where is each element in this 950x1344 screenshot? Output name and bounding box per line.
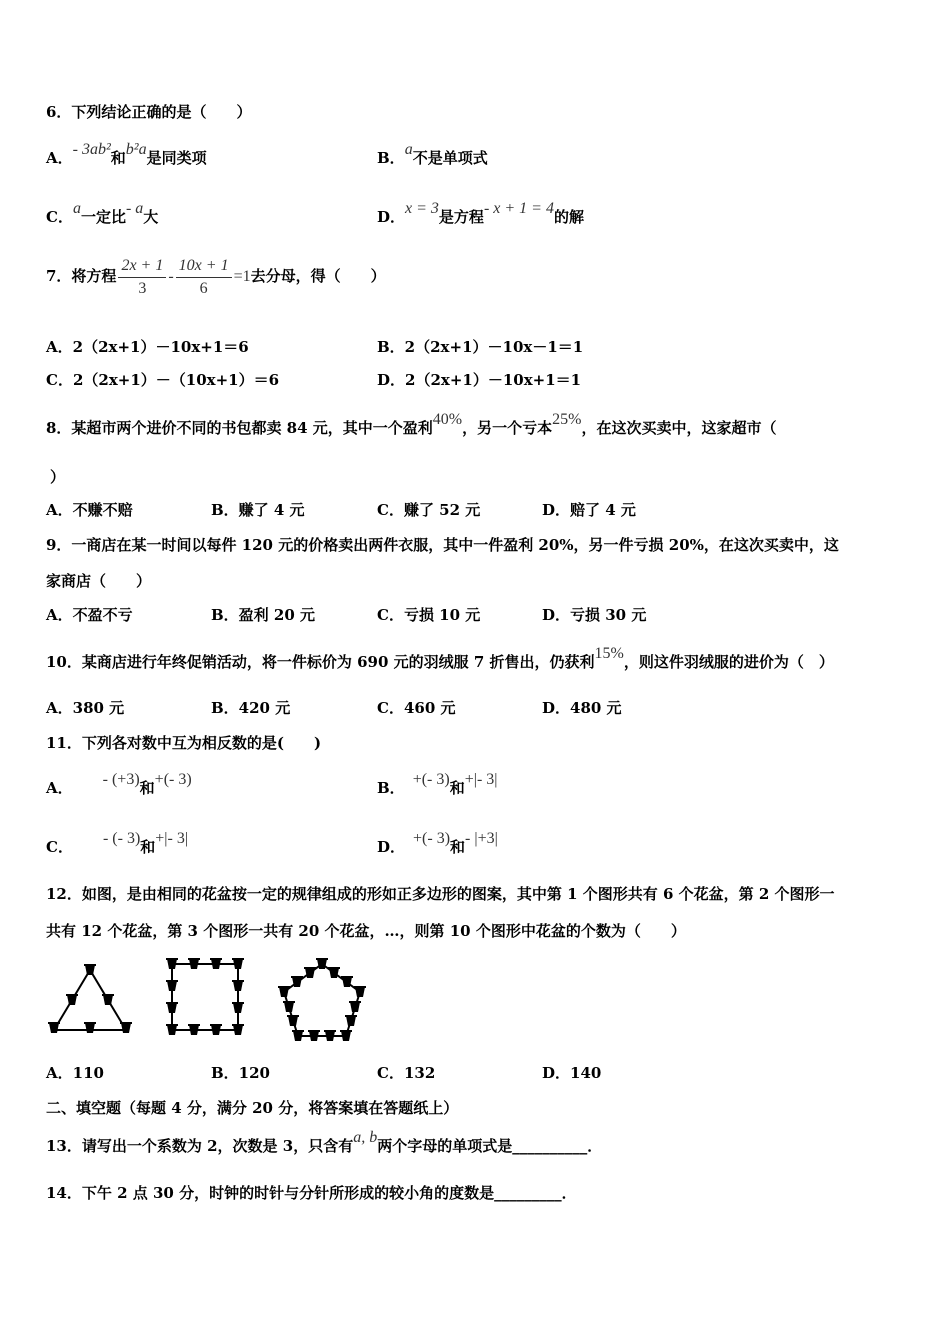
connector-text: 是方程 [438, 208, 484, 226]
q9-stem-line1: 9．一商店在某一时间以每件 120 元的价格卖出两件衣服，其中一件盈利 20%，另一件亏损 20%，在这次买卖中，这 [46, 536, 839, 554]
percent-value: 15% [594, 645, 624, 662]
q9-option-d: D．亏损 30 元 [542, 606, 647, 624]
math-expression: - (- 3) [102, 830, 141, 847]
option-label: D． [377, 838, 406, 856]
connector-text: 和 [110, 149, 126, 167]
connector-text: 和 [449, 779, 465, 797]
option-label: A． [46, 779, 73, 797]
q9-option-a: A．不盈不亏 [46, 606, 133, 624]
q7-stem [46, 252, 386, 301]
q7-option-d: D．2（2x+1）－10x+1＝1 [377, 371, 582, 389]
fraction [118, 255, 166, 300]
math-expression: - x + 1 = 4 [483, 200, 554, 217]
math-expression: a [72, 200, 81, 217]
stem-text: 8．某超市两个进价不同的书包都卖 84 元，其中一个盈利 [46, 419, 433, 437]
option-label: B． [377, 149, 405, 167]
q12-stem-line1: 12．如图，是由相同的花盆按一定的规律组成的形如正多边形的图案，其中第 1 个图形共有 6 个花盆，第 2 个图形一 [46, 885, 835, 903]
connector-text: 和 [139, 779, 155, 797]
numerator: 2x + 1 [118, 255, 166, 278]
option-label: C． [46, 838, 73, 856]
math-expression: +|- 3| [464, 771, 498, 788]
math-expression: +(- 3) [154, 771, 192, 788]
minus-sign: - [168, 268, 174, 285]
q10-option-b: B．420 元 [211, 699, 291, 717]
q11-option-c [46, 830, 189, 858]
q11-option-d [377, 830, 498, 858]
q14-stem [46, 1183, 577, 1203]
answer-blank[interactable]: _________ [494, 1184, 562, 1202]
option-text: 是同类项 [146, 149, 207, 167]
fraction [176, 255, 232, 300]
flowerpot-pattern-figure [46, 954, 368, 1046]
q12-stem-line2: 共有 12 个花盆，第 3 个图形一共有 20 个花盆，…，则第 10 个图形中花盆的个数为（ ） [46, 922, 686, 940]
q11-stem: 11．下列各对数中互为相反数的是( ) [46, 734, 322, 752]
option-label: C． [46, 208, 73, 226]
stem-text: ，在这次买卖中，这家超市（ [581, 419, 777, 437]
equals-one: =1 [233, 268, 251, 285]
connector-text: 和 [450, 838, 466, 856]
option-text: 大 [143, 208, 159, 226]
option-label: B． [377, 779, 405, 797]
math-expression: +|- 3| [155, 830, 189, 847]
option-text: 的解 [553, 208, 584, 226]
option-label: A． [46, 149, 73, 167]
q7-option-a: A．2（2x+1）－10x+1＝6 [46, 338, 249, 356]
math-expression: - a [125, 200, 144, 217]
math-expression: +(- 3) [412, 771, 450, 788]
answer-blank[interactable]: __________ [512, 1137, 588, 1155]
connector-text: 和 [140, 838, 156, 856]
q9-stem-line2: 家商店（ ） [46, 572, 152, 590]
math-expression: - (+3) [102, 771, 140, 788]
q8-option-a: A．不赚不赔 [46, 501, 133, 519]
stem-prefix: 7．将方程 [46, 267, 117, 285]
q8-option-b: B．赚了 4 元 [211, 501, 305, 519]
denominator: 6 [199, 279, 208, 297]
q9-option-c: C．亏损 10 元 [377, 606, 481, 624]
q8-stem [46, 411, 777, 439]
q7-option-c: C．2（2x+1）－（10x+1）＝6 [46, 371, 280, 389]
percent-value: 25% [552, 411, 582, 428]
pentagon-pattern [278, 958, 366, 1041]
q6-option-b [377, 141, 488, 169]
q7-option-b: B．2（2x+1）－10x－1＝1 [377, 338, 584, 356]
stem-end: ． [561, 1184, 577, 1202]
q13-stem [46, 1129, 603, 1157]
q8-option-c: C．赚了 52 元 [377, 501, 481, 519]
math-expression: a [404, 141, 413, 158]
stem-end: ． [587, 1137, 603, 1155]
square-pattern [166, 958, 244, 1035]
option-text: 不是单项式 [412, 149, 488, 167]
q12-option-c: C．132 [377, 1064, 436, 1082]
stem-text: ，另一个亏本 [462, 419, 553, 437]
stem-text: 两个字母的单项式是 [377, 1137, 513, 1155]
section-2-heading: 二、填空题（每题 4 分，满分 20 分，将答案填在答题纸上） [46, 1099, 459, 1117]
q8-option-d: D．赔了 4 元 [542, 501, 636, 519]
triangle-pattern [48, 964, 132, 1033]
q8-stem-close: ） [50, 468, 66, 486]
stem-text: 14．下午 2 点 30 分，时钟的时针与分针所形成的较小角的度数是 [46, 1184, 495, 1202]
q10-option-c: C．460 元 [377, 699, 456, 717]
connector-text: 一定比 [80, 208, 126, 226]
q6-option-c [46, 200, 159, 228]
percent-value: 40% [432, 411, 463, 428]
stem-suffix: 去分母，得（ ） [250, 267, 386, 285]
q10-option-d: D．480 元 [542, 699, 622, 717]
q11-option-b [377, 771, 498, 799]
q11-option-a [46, 771, 192, 799]
math-expression: - |+3| [465, 830, 498, 847]
math-expression: x = 3 [405, 200, 439, 217]
q6-option-a [46, 141, 207, 169]
q12-option-d: D．140 [542, 1064, 602, 1082]
stem-text: ，则这件羽绒服的进价为（ ） [623, 653, 834, 671]
math-expression: +(- 3) [413, 830, 451, 847]
q10-option-a: A．380 元 [46, 699, 125, 717]
q6-stem: 6．下列结论正确的是（ ） [46, 103, 252, 121]
denominator: 3 [138, 279, 147, 297]
option-label: D． [377, 208, 406, 226]
math-expression: a, b [353, 1129, 378, 1146]
q10-stem [46, 645, 834, 673]
q9-option-b: B．盈利 20 元 [211, 606, 315, 624]
q6-option-d [377, 200, 584, 228]
q12-option-b: B．120 [211, 1064, 270, 1082]
q12-option-a: A．110 [46, 1064, 104, 1082]
numerator: 10x + 1 [176, 255, 232, 278]
math-expression: - 3ab² [72, 141, 111, 158]
stem-text: 10．某商店进行年终促销活动，将一件标价为 690 元的羽绒服 7 折售出，仍获利 [46, 653, 595, 671]
math-expression: b²a [125, 141, 147, 158]
stem-text: 13．请写出一个系数为 2，次数是 3，只含有 [46, 1137, 354, 1155]
